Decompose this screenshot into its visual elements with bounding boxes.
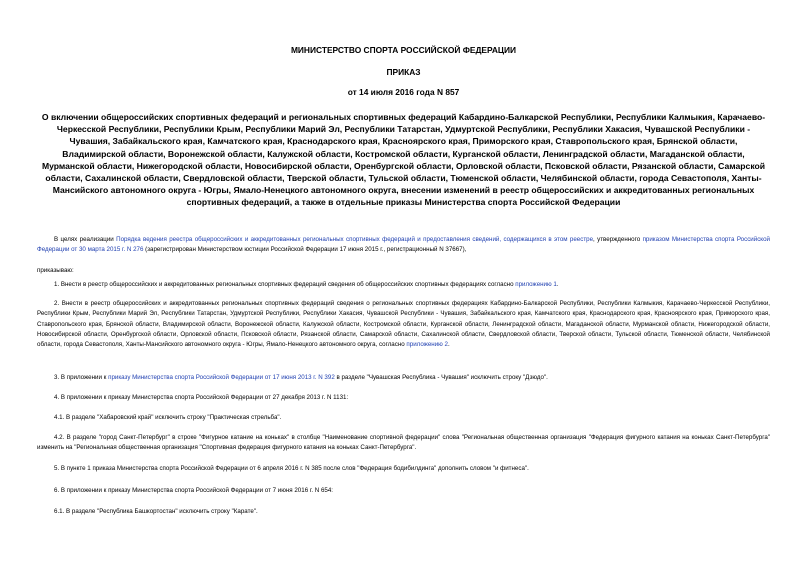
- paragraph-3: [37, 373, 770, 383]
- paragraph-4-1: 4.1. В разделе "Хабаровский край" исключить строку "Практическая стрельба".: [54, 414, 282, 421]
- document-title: О включении общероссийских спортивных федераций и региональных спортивных федераций Кабардино-Балкарской Республики, Республики Калмыкия, Карачаево-Черкесской Республики, Республики Крым, Республики Марий Эл, Республики Татарстан, Удмуртской Республики, Республики Хакасия, Чувашской Республики - Чувашия, Забайкальского края, Камчатского края, Краснодарского края, Красноярского края, Приморского края, Ставропольского края, Брянской области, Владимирской области, Воронежской области, Калужской области, Костромской области, Курганской области, Ленинградской области, Магаданской области, Мурманской области, Нижегородской области, Новосибирской области, Оренбургской области, Орловской области, Псковской области, Рязанской области, Самарской области, Сахалинской области, Свердловской области, Тверской области, Тульской области, Тюменской области, Челябинской области, города Севастополя, Ханты-Мансийского автономного округа - Югры, Ямало-Ненецкого автономного округа, внесении изменений в реестр общероссийских и аккредитованных региональных спортивных федераций, а также в отдельные приказы Министерства спорта Российской Федерации: [41, 112, 766, 208]
- paragraph-4: 4. В приложении к приказу Министерства спорта Российской Федерации от 27 декабря 2013 г. N 1131:: [54, 394, 349, 401]
- paragraph-6: 6. В приложении к приказу Министерства спорта Российской Федерации от 7 июня 2016 г. N 654:: [54, 487, 334, 494]
- paragraph-5: 5. В пункте 1 приказа Министерства спорта Российской Федерации от 6 апреля 2016 г. N 385 после слов "Федерация бодибилдинга" дополнить словом "и фитнеса".: [54, 465, 529, 472]
- paragraph-2-end: .: [447, 341, 450, 349]
- paragraph-6-1: 6.1. В разделе "Республика Башкортостан" исключить строку "Карате".: [54, 508, 258, 515]
- procedure-link[interactable]: Порядка ведения реестра общероссийских и аккредитованных региональных спортивных федераций и предоставления сведений, содержащихся в этом реестре: [116, 236, 594, 243]
- intro-paragraph: [37, 235, 770, 256]
- order-276-link[interactable]: приказом Министерства спорта Российской Федерации от 30 марта 2015 г. N 276: [37, 236, 770, 254]
- paragraph-3-text: 3. В приложении к: [54, 374, 109, 381]
- order-word: приказываю:: [37, 267, 74, 274]
- intro-text-2: , утвержденного: [593, 236, 643, 243]
- ministry-heading: МИНИСТЕРСТВО СПОРТА РОССИЙСКОЙ ФЕДЕРАЦИИ: [290, 45, 517, 55]
- paragraph-2-text: 2. Внести в реестр общероссийских и аккредитованных региональных спортивных федераций сведения о региональных спортивных федерациях Кабардино-Балкарской Республики, Республики Калмыкия, Карачаево-Черкесской Республики, Республики Крым, Республики Марий Эл, Республики Татарстан, Удмуртской Республики, Республики Хакасия, Чувашской Республики - Чувашия, Забайкальского края, Камчатского края, Краснодарского края, Красноярского края, Приморского края, Ставропольского края, Брянской области, Владимирской области, Воронежской области, Калужской области, Костромской области, Курганской области, Ленинградской области, Магаданской области, Мурманской области, Нижегородской области, Новосибирской области, Оренбургской области, Орловской области, Псковской области, Рязанской области, Самарской области, Сахалинской области, Свердловской области, Тверской области, Тульской области, Тюменской области, Челябинской области, города Севастополя, Ханты-Мансийского автономного округа - Югры, Ямало-Ненецкого автономного округа, согласно: [37, 300, 770, 349]
- order-392-link[interactable]: приказу Министерства спорта Российской Федерации от 17 июня 2013 г. N 392: [108, 374, 335, 381]
- paragraph-1: [37, 280, 770, 290]
- appendix-2-link[interactable]: приложению 2: [406, 341, 448, 349]
- paragraph-1-end: .: [556, 281, 559, 288]
- paragraph-4-2: 4.2. В разделе "город Санкт-Петербург" в строке "Фигурное катание на коньках" в столбце "Наименование спортивной федерации" слова "Региональная общественная организация "Федерация фигурного катания на коньках Санкт-Петербурга" изменить на "Региональная общественная организация "Спортивная федерация фигурного катания на коньках Санкт-Петербурга".: [37, 434, 770, 452]
- paragraph-2: [37, 299, 770, 350]
- document-date-number: от 14 июля 2016 года N 857: [347, 87, 460, 97]
- paragraph-1-text: 1. Внести в реестр общероссийских и аккредитованных региональных спортивных федераций сведения об общероссийских спортивных федерациях согласно: [54, 281, 516, 288]
- appendix-1-link[interactable]: приложению 1: [515, 281, 557, 288]
- intro-text-1: В целях реализации: [54, 236, 117, 243]
- paragraph-3-end: в разделе "Чувашская Республика - Чувашия" исключить строку "Дзюдо".: [334, 374, 548, 381]
- intro-text-3: (зарегистрирован Министерством юстиции Российской Федерации 17 июня 2015 г., регистрационный N 37667),: [143, 246, 467, 254]
- document-type: ПРИКАЗ: [386, 67, 421, 77]
